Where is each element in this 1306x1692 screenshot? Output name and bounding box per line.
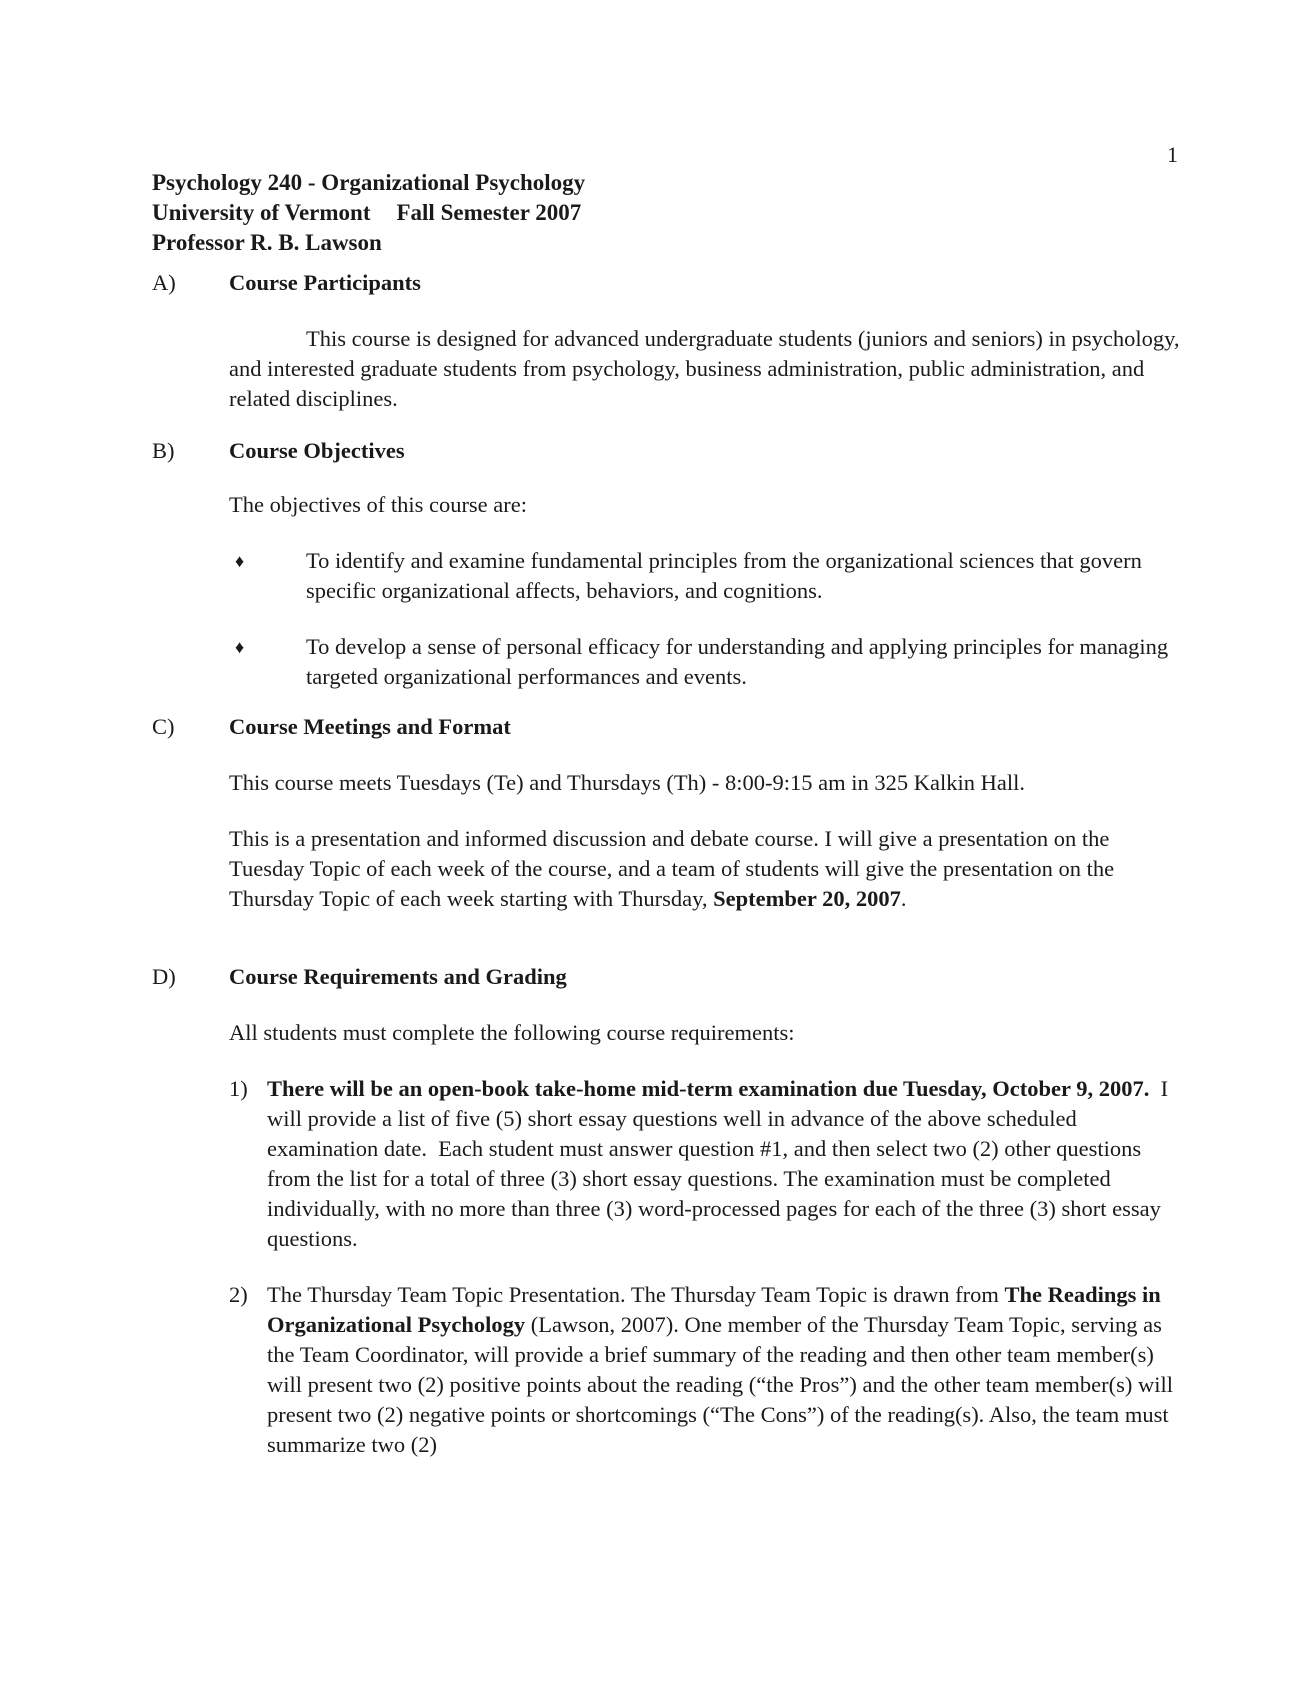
requirement-item	[229, 1280, 1182, 1460]
item-bold-text: There will be an open-book take-home mid-term examination due Tuesday, October 9, 2007.	[267, 1076, 1150, 1101]
item-number: 1)	[229, 1076, 248, 1101]
item-text: I will provide a list of five (5) short essay questions well in advance of the above scheduled examination date. Each student must answer question #1, and then select two (2) other questions from the list for a total of three (3) short essay questions. The examination must be completed individually, with no more than three (3) word-processed pages for each of the three (3) short essay questions.	[267, 1076, 1174, 1251]
section-letter: B)	[152, 438, 175, 463]
section-heading	[152, 712, 1182, 742]
requirements-intro: All students must complete the following course requirements:	[229, 1020, 795, 1045]
format-text: This is a presentation and informed discussion and debate course. I will give a presentation on the Tuesday Topic of each week of the course, and a team of students will give the presentation on the Thursday Topic of each week starting with Thursday,	[229, 826, 1115, 911]
objective-text: To identify and examine fundamental principles from the organizational sciences that govern specific organizational affects, behaviors, and cognitions.	[306, 548, 1142, 603]
section-letter: C)	[152, 714, 175, 739]
section-title: Course Requirements and Grading	[229, 964, 567, 989]
section-letter: D)	[152, 964, 176, 989]
section-title: Course Objectives	[229, 438, 405, 463]
objective-bullet	[229, 632, 1182, 692]
format-date: September 20, 2007	[713, 886, 901, 911]
participants-paragraph: This course is designed for advanced undergraduate students (juniors and seniors) in psychology, and interested graduate students from psychology, business administration, public administration, and related disciplines.	[229, 326, 1180, 411]
section-course-meetings	[152, 712, 1182, 914]
course-title: Psychology 240 - Organizational Psychology	[152, 170, 586, 195]
section-heading	[152, 436, 1182, 466]
diamond-bullet-icon: ♦	[235, 551, 245, 571]
section-title: Course Participants	[229, 270, 421, 295]
book-title: The Readings in Organizational Psychology	[267, 1282, 1161, 1337]
section-course-requirements	[152, 962, 1182, 1460]
professor-name: Professor R. B. Lawson	[152, 230, 382, 255]
page-number: 1	[1167, 142, 1178, 167]
diamond-bullet-icon: ♦	[235, 637, 245, 657]
format-end: .	[900, 886, 907, 911]
section-heading	[152, 962, 1182, 992]
semester: Fall Semester 2007	[396, 200, 582, 225]
meetings-paragraph: This course meets Tuesdays (Te) and Thursdays (Th) - 8:00-9:15 am in 325 Kalkin Hall.	[229, 770, 1026, 795]
item-text: The Thursday Team Topic Presentation. The Thursday Team Topic is drawn from	[267, 1282, 1005, 1307]
section-letter: A)	[152, 270, 176, 295]
university-name: University of Vermont	[152, 200, 371, 225]
objective-text: To develop a sense of personal efficacy for understanding and applying principles for managing targeted organizational performances and events.	[306, 634, 1169, 689]
section-course-objectives	[152, 436, 1182, 692]
requirement-item	[229, 1074, 1182, 1254]
format-paragraph	[229, 824, 1182, 914]
section-heading	[152, 268, 1182, 298]
course-header	[152, 168, 585, 258]
section-course-participants	[152, 268, 1182, 414]
objective-bullet	[229, 546, 1182, 606]
objectives-intro: The objectives of this course are:	[229, 492, 528, 517]
section-title: Course Meetings and Format	[229, 714, 511, 739]
university-semester-line	[152, 198, 585, 228]
item-text: (Lawson, 2007). One member of the Thursday Team Topic, serving as the Team Coordinator, will provide a brief summary of the reading and then other team member(s) will present two (2) positive points about the reading (“the Pros”) and the other team member(s) will present two (2) negative points or shortcomings (“The Cons”) of the reading(s). Also, the team must summarize two (2)	[267, 1312, 1174, 1457]
item-number: 2)	[229, 1282, 248, 1307]
